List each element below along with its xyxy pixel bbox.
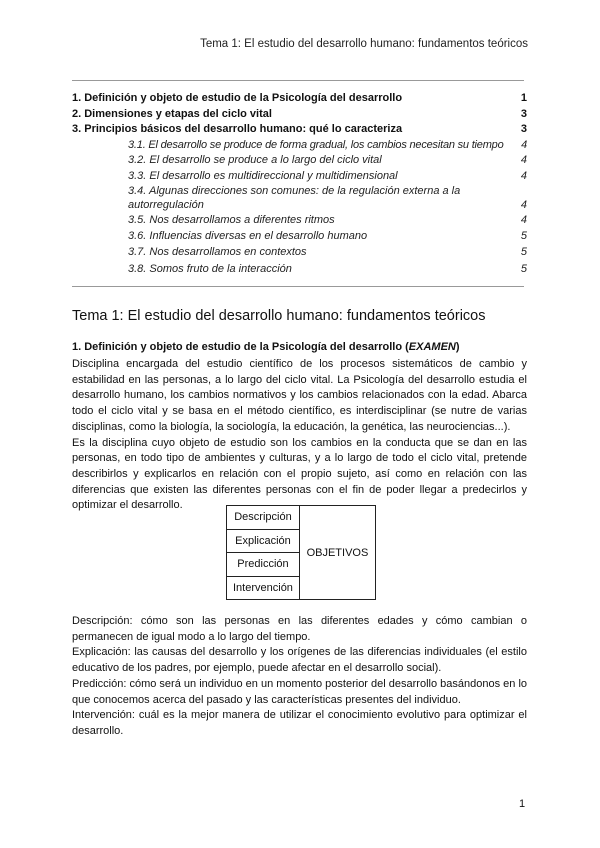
paragraph: Explicación: las causas del desarrollo y los orígenes de las diferencias individuales (el estilo educativo de los padres, por ejemplo, puede afectar en el desarrollo social). — [72, 646, 527, 675]
table-cell: Predicción — [227, 553, 300, 577]
toc-subitem-page: 4 — [520, 214, 527, 226]
toc-subitem[interactable] — [128, 262, 527, 276]
toc-top-rule — [72, 80, 524, 81]
toc-subitem-label: 3.3. El desarrollo es multidireccional y multidimensional — [128, 170, 398, 182]
toc-item-label: 3. Principios básicos del desarrollo humano: qué lo caracteriza — [72, 123, 403, 135]
toc-subitem-page: 5 — [520, 263, 527, 275]
toc-subitem-label: 3.4. Algunas direcciones son comunes: de la regulación externa a la autorregulación — [128, 185, 461, 211]
objectives-cell: OBJETIVOS — [299, 506, 375, 600]
paragraph: Intervención: cuál es la mejor manera de utilizar el conocimiento evolutivo para optimizar el desarrollo. — [72, 709, 527, 737]
toc-subitem[interactable] — [128, 138, 527, 152]
toc-bottom-rule — [72, 286, 524, 287]
toc-subitem-page: 4 — [520, 154, 527, 166]
toc-subitem-label: 3.2. El desarrollo se produce a lo largo del ciclo vital — [128, 154, 382, 166]
toc-subitem[interactable] — [128, 153, 527, 167]
section-heading-close: ) — [455, 341, 460, 353]
page-number: 1 — [519, 798, 526, 810]
toc-subitem-page: 5 — [520, 230, 527, 242]
toc-subitem-label: 3.5. Nos desarrollamos a diferentes ritmos — [128, 214, 335, 226]
toc-subitem[interactable] — [128, 169, 527, 183]
toc-subitem-page: 5 — [520, 246, 527, 258]
toc-subitem-page: 4 — [521, 139, 527, 151]
toc-item-page: 1 — [520, 92, 527, 104]
toc-subitem[interactable] — [128, 229, 527, 243]
definition-paragraphs — [72, 357, 527, 514]
toc-subitem-page: 4 — [520, 170, 527, 182]
toc-subitem[interactable] — [128, 184, 527, 212]
paragraph: Disciplina encargada del estudio científico de los procesos sistemáticos de cambio y estabilidad en las personas, a lo largo del ciclo vital. La Psicología del desarrollo estudia el desarrollo humano, los cambios normativos y los cambios relacionados con la edad. Abarca todo el ciclo vital y se basa en el método científico, es interdisciplinar (se nutre de varias disciplinas, como la biología, la sociología, la educación, la genética, las neurociencias...). — [72, 358, 527, 433]
toc-subitem-label: 3.7. Nos desarrollamos en contextos — [128, 246, 307, 258]
toc-item[interactable] — [72, 122, 527, 136]
table-cell: Descripción — [227, 506, 300, 530]
toc-item[interactable] — [72, 107, 527, 121]
toc-item[interactable] — [72, 91, 527, 105]
toc-subitem-page: 4 — [520, 199, 527, 211]
toc-subitem-label: 3.1. El desarrollo se produce de forma gradual, los cambios necesitan su tiempo — [128, 139, 504, 151]
table-cell: Intervención — [227, 576, 300, 600]
toc-item-label: 1. Definición y objeto de estudio de la Psicología del desarrollo — [72, 92, 403, 104]
paragraph: Descripción: cómo son las personas en las diferentes edades y cómo cambian o permanecen de igual modo a lo largo del tiempo. — [72, 615, 527, 643]
exam-tag: EXAMEN — [408, 341, 456, 353]
toc-item-page: 3 — [520, 108, 527, 120]
paragraph: Predicción: cómo será un individuo en un momento posterior del desarrollo basándonos en lo que conocemos acerca del pasado y las características presentes del individuo. — [72, 677, 527, 706]
toc-subitem[interactable] — [128, 245, 527, 259]
toc-subitem-label: 3.6. Influencias diversas en el desarrollo humano — [128, 230, 368, 242]
document-title: Tema 1: El estudio del desarrollo humano: fundamentos teóricos — [72, 308, 486, 324]
objectives-table — [226, 505, 376, 600]
section-heading — [72, 341, 460, 353]
section-heading-text: 1. Definición y objeto de estudio de la Psicología del desarrollo ( — [72, 341, 409, 353]
paragraph: Es la disciplina cuyo objeto de estudio son los cambios en la conducta que se dan en las personas, en todo tipo de ambientes y culturas, y a lo largo de todo el ciclo vital, pretende describirlos y explicarlos en relación con el propio sujeto, así como en relación con las diferencias que existen las diferentes personas con el fin de poder llegar a predecirlos y optimizar el desarrollo. — [72, 436, 527, 512]
objectives-definitions — [72, 614, 527, 740]
table-cell: Explicación — [227, 529, 300, 553]
toc-subitem[interactable] — [128, 213, 527, 227]
toc-item-label: 2. Dimensiones y etapas del ciclo vital — [72, 108, 272, 120]
toc-subitem-label: 3.8. Somos fruto de la interacción — [128, 263, 292, 275]
toc-item-page: 3 — [520, 123, 527, 135]
running-header: Tema 1: El estudio del desarrollo humano: fundamentos teóricos — [200, 38, 528, 50]
